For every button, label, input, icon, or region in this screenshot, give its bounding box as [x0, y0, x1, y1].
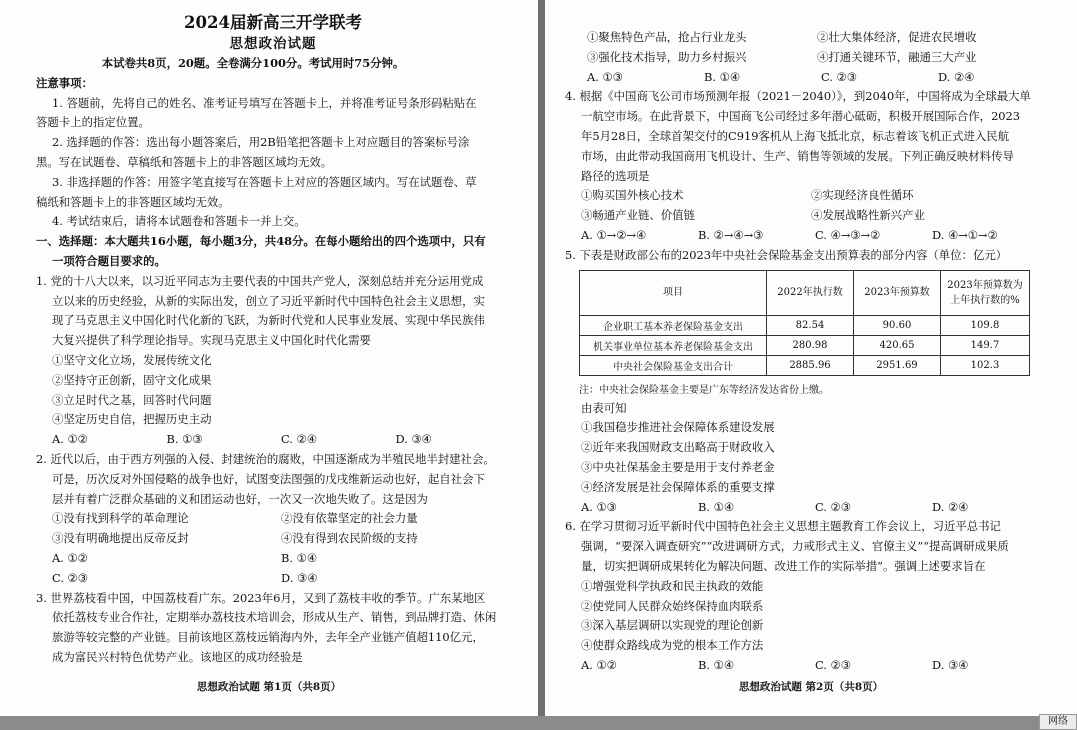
statement-item: ③没有明确地提出反帝反封: [52, 531, 189, 546]
table-note: 注：中央社会保险基金主要是广东等经济发达省份上缴。: [579, 384, 829, 396]
statement-item: ②壮大集体经济，促进农民增收: [817, 30, 977, 44]
statement-row: [565, 186, 1057, 206]
question-stem: 年5月28日，全球首架交付的C919客机从上海飞抵北京，标志着该飞机正式进入民航: [581, 128, 1010, 143]
question-1: [36, 272, 510, 450]
viewer-bottom-bar: [0, 716, 1077, 730]
answer-options: [36, 430, 510, 450]
answer-options: [565, 656, 1057, 676]
table-cell: 90.60: [854, 315, 941, 335]
notice-line: 2. 选择题的作答：选出每小题答案后，用2B铅笔把答题卡上对应题目的答案标号涂: [52, 135, 470, 150]
option-a: A. ①③: [581, 499, 617, 514]
table-header-row: [580, 270, 1030, 315]
option-c: C. ②③: [815, 657, 851, 672]
statement-item: ④经济发展是社会保障体系的重要支撑: [581, 479, 775, 494]
page-footer: 思想政治试题 第2页（共8页）: [738, 681, 884, 693]
question-stem: 3. 世界荔枝看中国，中国荔枝看广东。2023年6月，又到了荔枝丰收的季节。广东某地区: [36, 590, 486, 605]
table-cell: 机关事业单位基本养老保险基金支出: [580, 335, 767, 355]
statement-row: [565, 206, 1057, 226]
answer-options: [565, 226, 1057, 246]
notice-line: 稿纸和答题卡上的非答题区域均无效。: [36, 194, 230, 209]
table-cell: 102.3: [941, 355, 1030, 375]
option-a: A. ①→②→④: [581, 227, 647, 242]
option-a: A. ①②: [52, 550, 88, 565]
page-footer: 思想政治试题 第1页（共8页）: [196, 681, 342, 693]
question-stem: 层并有着广泛群众基础的义和团运动也好，一次又一次地失败了。这是因为: [52, 491, 428, 506]
question-stem: 6. 在学习贯彻习近平新时代中国特色社会主义思想主题教育工作会议上，习近平总书记: [565, 519, 1001, 534]
section-heading: 一项符合题目要求的。: [52, 253, 166, 268]
table-cell: 280.98: [767, 335, 854, 355]
table-header: 项目: [580, 270, 767, 315]
statement-item: ④没有得到农民阶级的支持: [281, 531, 418, 546]
statement-item: ③畅通产业链、价值链: [581, 208, 695, 223]
answer-options: [36, 569, 510, 589]
statement-item: ④使群众路线成为党的根本工作方法: [581, 638, 764, 653]
question-stem: 大复兴提供了科学理论指导。实现马克思主义中国化时代化需要: [52, 333, 371, 348]
statement-row: [565, 48, 1057, 68]
table-header: 2023年预算数: [854, 270, 941, 315]
table-cell: 中央社会保险基金支出合计: [580, 355, 767, 375]
notice-line: 1. 答题前，先将自己的姓名、准考证号填写在答题卡上，并将准考证号条形码粘贴在: [52, 95, 477, 110]
option-c: C. ②③: [821, 69, 857, 84]
statement-item: ①我国稳步推进社会保障体系建设发展: [581, 420, 775, 435]
notice-line: 答题卡上的指定位置。: [36, 115, 150, 130]
question-stem: 5. 下表是财政部公布的2023年中央社会保险基金支出预算表的部分内容（单位：亿元）: [565, 247, 1008, 262]
exam-page-1: [0, 0, 538, 716]
question-stem: 市场，由此带动我国商用飞机设计、生产、销售等领域的发展。下列正确反映材料传导: [581, 148, 1014, 163]
question-stem: 旅游等较完整的产业链。目前该地区荔枝远销海内外，去年全产业链产值超110亿元，: [52, 630, 484, 645]
exam-info: 本试卷共8页，20题。全卷满分100分。考试用时75分钟。: [101, 56, 405, 70]
table-row: [580, 355, 1030, 375]
question-lead: 由表可知: [581, 400, 627, 415]
question-stem: 2. 近代以后，由于西方列强的入侵、封建统治的腐败，中国逐渐成为半殖民地半封建社会。: [36, 451, 495, 466]
notice-line: 4. 考试结束后，请将本试题卷和答题卡一并上交。: [52, 214, 306, 229]
table-cell: 2885.96: [767, 355, 854, 375]
notice-line: 黑。写在试题卷、草稿纸和答题卡上的非答题区域均无效。: [36, 154, 333, 169]
option-b: B. ①③: [166, 432, 203, 447]
option-c: C. ②④: [281, 432, 317, 447]
answer-options: [36, 549, 510, 569]
question-stem: 依托荔枝专业合作社，定期举办荔枝技术培训会，形成从生产、销售，到品牌打造、休闲: [52, 610, 497, 625]
statement-item: ②实现经济良性循环: [811, 188, 914, 203]
statement-item: ③中央社保基金主要是用于支付养老金: [581, 459, 775, 474]
notice-line: 3. 非选择题的作答：用签字笔直接写在答题卡上对应的答题区域内。写在试题卷、草: [52, 174, 477, 189]
table-cell: 109.8: [941, 315, 1030, 335]
statement-item: ①坚守文化立场，发展传统文化: [52, 352, 212, 367]
statement-item: ②近年来我国财政支出略高于财政收入: [581, 440, 775, 455]
statement-item: ①增强党科学执政和民主执政的效能: [581, 578, 764, 593]
section-heading: 一、选择题：本大题共16小题，每小题3分，共48分。在每小题给出的四个选项中，只有: [36, 234, 486, 249]
statement-item: ③深入基层调研以实现党的理论创新: [581, 618, 764, 633]
option-d: D. ④→①→②: [932, 227, 998, 242]
question-stem: 成为富民兴村特色优势产业。该地区的成功经验是: [52, 649, 303, 664]
option-a: A. ①②: [581, 657, 617, 672]
question-stem: 立以来的历史经验，从新的实际出发，创立了习近平新时代中国特色社会主义思想，实: [52, 293, 485, 308]
fund-budget-table: [579, 270, 1030, 376]
statement-item: ②坚持守正创新，固守文化成果: [52, 372, 212, 387]
statement-row: [36, 509, 510, 529]
statement-item: ①聚焦特色产品，抢占行业龙头: [587, 30, 747, 44]
table-header: 2022年执行数: [767, 270, 854, 315]
statement-item: ①购买国外核心技术: [581, 188, 684, 203]
option-a: A. ①③: [587, 69, 623, 84]
question-3: [36, 589, 510, 668]
statement-item: ①没有找到科学的革命理论: [52, 511, 189, 526]
statement-item: ③强化技术指导，助力乡村振兴: [587, 49, 747, 64]
question-stem: 强调，“要深入调查研究”“改进调研方式，力戒形式主义、官僚主义”“提高调研成果质: [581, 539, 1009, 554]
exam-page-2: [545, 0, 1077, 716]
option-a: A. ①②: [52, 432, 88, 447]
page-gap: [538, 0, 545, 716]
statement-item: ④打通关键环节，融通三大产业: [817, 49, 977, 64]
question-4: [565, 87, 1057, 245]
option-c: C. ②③: [52, 570, 88, 585]
question-stem: 量，切实把调研成果转化为解决问题、改进工作的实际举措”。强调上述要求旨在: [581, 558, 986, 573]
option-b: B. ①④: [698, 499, 735, 514]
table-row: [580, 335, 1030, 355]
question-stem: 4. 根据《中国商飞公司市场预测年报（2021－2040）》，到2040年，中国将成为全球最大单: [565, 89, 1031, 104]
question-stem: 一航空市场。在此背景下，中国商飞公司经过多年潜心砥砺，积极开展国际合作，2023: [581, 109, 1021, 124]
statement-item: ③立足时代之基，回答时代问题: [52, 392, 212, 407]
statement-row: [565, 28, 1057, 48]
option-d: D. ③④: [281, 570, 318, 585]
question-5: [565, 246, 1057, 518]
question-stem: 现了马克思主义中国化时代化新的飞跃，为新时代党和人民事业发展、实现中华民族伟: [52, 313, 485, 328]
table-header: 2023年预算数为上年执行数的%: [941, 270, 1030, 315]
option-b: B. ①④: [698, 657, 735, 672]
option-d: D. ②④: [938, 69, 975, 84]
option-d: D. ③④: [395, 432, 432, 447]
statement-item: ②没有依靠坚定的社会力量: [281, 511, 418, 526]
table-cell: 82.54: [767, 315, 854, 335]
statement-item: ④坚定历史自信，把握历史主动: [52, 412, 212, 427]
answer-options: [565, 68, 1057, 88]
table-row: [580, 315, 1030, 335]
question-stem: 可是，历次反对外国侵略的战争也好，试图变法图强的戊戌维新运动也好，起自社会下: [52, 471, 485, 486]
answer-options: [565, 498, 1057, 518]
table-cell: 企业职工基本养老保险基金支出: [580, 315, 767, 335]
option-c: C. ④→③→②: [815, 227, 881, 242]
question-stem: 1. 党的十八大以来，以习近平同志为主要代表的中国共产党人，深刻总结并充分运用党成: [36, 273, 484, 288]
network-button[interactable]: 网络: [1039, 714, 1077, 730]
statement-row: [36, 529, 510, 549]
question-stem: 路径的选项是: [581, 168, 650, 183]
statement-item: ④发展战略性新兴产业: [811, 208, 925, 223]
table-cell: 420.65: [854, 335, 941, 355]
option-d: D. ②④: [932, 499, 969, 514]
table-cell: 149.7: [941, 335, 1030, 355]
option-b: B. ①④: [704, 69, 741, 84]
option-c: C. ②③: [815, 499, 851, 514]
exam-subject: 思想政治试题: [229, 36, 317, 52]
question-2: [36, 450, 510, 589]
table-cell: 2951.69: [854, 355, 941, 375]
exam-title: 2024届新高三开学联考: [184, 13, 362, 32]
option-b: B. ②→④→③: [698, 227, 764, 242]
notice-heading: 注意事项：: [36, 75, 93, 90]
question-6: [565, 517, 1057, 675]
option-b: B. ①④: [281, 550, 318, 565]
statement-item: ②使党同人民群众始终保持血肉联系: [581, 598, 764, 613]
option-d: D. ③④: [932, 657, 969, 672]
